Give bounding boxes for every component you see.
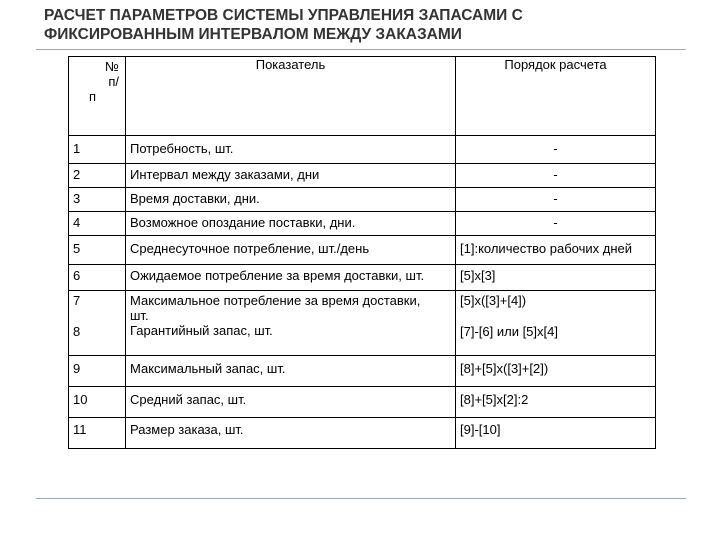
header-indicator: Показатель [126,57,456,136]
row-indicator: Максимальное потребление за время доставки, [130,293,421,308]
row-calculation-pair [456,291,656,356]
slide-title [44,6,684,44]
row-calculation: [9]-[10] [456,418,656,449]
row-indicator: Возможное опоздание поставки, дни. [126,212,456,236]
row-number: 1 [69,136,126,164]
spacer [73,308,121,324]
row-indicator: Потребность, шт. [126,136,456,164]
row-indicator-pair [126,291,456,356]
row-indicator: Интервал между заказами, дни [126,164,456,188]
header-calculation: Порядок расчета [456,57,656,136]
header-number-line1: № [105,59,119,74]
row-number: 11 [69,418,126,449]
table-row [69,188,656,212]
row-indicator: Максимальный запас, шт. [126,356,456,387]
row-number: 9 [69,356,126,387]
row-calculation: [5]x[3] [456,265,656,291]
row-number: 5 [69,236,126,265]
table-row [69,387,656,418]
slide-title-line2: ФИКСИРОВАННЫМ ИНТЕРВАЛОМ МЕЖДУ ЗАКАЗАМИ [44,26,462,43]
table-row [69,136,656,164]
slide-title-line1: РАСЧЕТ ПАРАМЕТРОВ СИСТЕМЫ УПРАВЛЕНИЯ ЗАПАСАМИ С [44,7,523,24]
row-calculation: - [456,188,656,212]
footer-divider [36,498,686,499]
table-row [69,418,656,449]
row-indicator: Гарантийный запас, шт. [130,323,273,338]
row-number: 10 [69,387,126,418]
row-calculation: - [456,164,656,188]
header-number-line2: п/ [108,74,119,89]
table-row [69,164,656,188]
row-calculation: - [456,136,656,164]
row-indicator: Средний запас, шт. [126,387,456,418]
table-row [69,356,656,387]
row-calculation: [8]+[5]x[2]:2 [456,387,656,418]
table-row-merged [69,291,656,356]
spacer [460,308,651,324]
row-number: 7 [73,293,81,308]
row-number-pair [69,291,126,356]
row-calculation: [8]+[5]x([3]+[2]) [456,356,656,387]
row-number: 2 [69,164,126,188]
row-indicator: Время доставки, дни. [126,188,456,212]
title-divider [36,49,686,50]
row-calculation: [1]:количество рабочих дней [456,236,656,265]
parameters-table [68,56,656,449]
row-calculation: [7]-[6] или [5]x[4] [460,324,558,339]
row-calculation: [5]x([3]+[4]) [460,293,527,308]
header-number [69,57,126,136]
table-row [69,236,656,265]
row-number: 8 [73,324,81,339]
table-row [69,265,656,291]
row-indicator: Размер заказа, шт. [126,418,456,449]
row-number: 3 [69,188,126,212]
table-row [69,212,656,236]
row-calculation: - [456,212,656,236]
row-indicator: Среднесуточное потребление, шт./день [126,236,456,265]
row-number: 4 [69,212,126,236]
header-number-line3: п [89,89,97,104]
row-indicator: Ожидаемое потребление за время доставки, шт. [126,265,456,291]
table-header-row [69,57,656,136]
row-number: 6 [69,265,126,291]
row-indicator-cont: шт. [130,308,149,323]
